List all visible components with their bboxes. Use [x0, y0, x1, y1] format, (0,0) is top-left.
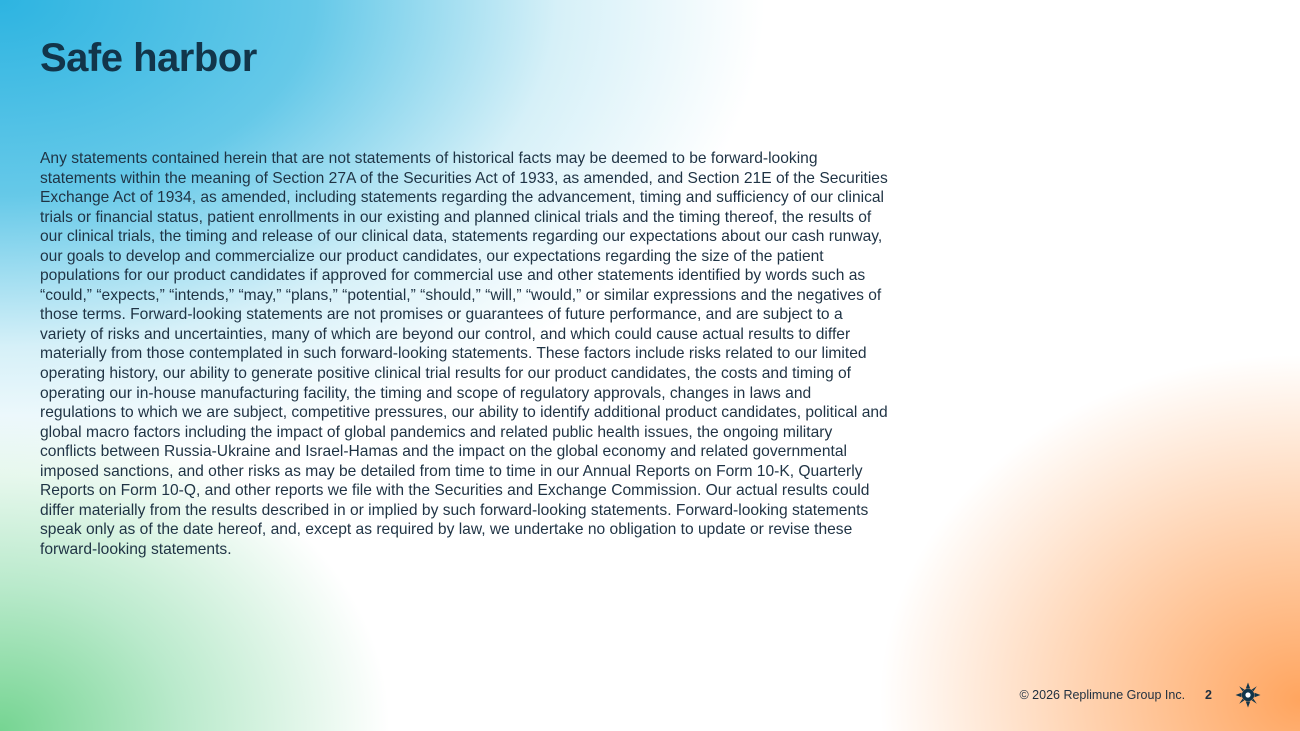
page-number: 2 [1205, 688, 1212, 702]
copyright-text: © 2026 Replimune Group Inc. [1019, 688, 1186, 702]
slide-title: Safe harbor [40, 36, 257, 80]
slide-footer [1019, 681, 1262, 709]
safe-harbor-body-text: Any statements contained herein that are not statements of historical facts may be deemed to be forward-looking statements within the meaning of Section 27A of the Securities Act of 1933, as amended, and Section 21E of the Securities Exchange Act of 1934, as amended, including statements regarding the advancement, timing and sufficiency of our clinical trials or financial status, patient enrollments in our existing and planned clinical trials and the timing thereof, the results of our clinical trials, the timing and release of our clinical data, statements regarding our expectations about our cash runway, our goals to develop and commercialize our product candidates, our expectations regarding the size of the patient populations for our product candidates if approved for commercial use and other statements identified by words such as “could,” “expects,” “intends,” “may,” “plans,” “potential,” “should,” “will,” “would,” or similar expressions and the negatives of those terms. Forward-looking statements are not promises or guarantees of future performance, and are subject to a variety of risks and uncertainties, many of which are beyond our control, and which could cause actual results to differ materially from those contemplated in such forward-looking statements. These factors include risks related to our limited operating history, our ability to generate positive clinical trial results for our product candidates, the costs and timing of operating our in-house manufacturing facility, the timing and scope of regulatory approvals, changes in laws and regulations to which we are subject, competitive pressures, our ability to identify additional product candidates, political and global macro factors including the impact of global pandemics and related public health issues, the ongoing military conflicts between Russia-Ukraine and Israel-Hamas and the impact on the global economy and related governmental imposed sanctions, and other risks as may be detailed from time to time in our Annual Reports on Form 10-K, Quarterly Reports on Form 10-Q, and other reports we file with the Securities and Exchange Commission. Our actual results could differ materially from the results described in or implied by such forward-looking statements. Forward-looking statements speak only as of the date hereof, and, except as required by law, we undertake no obligation to update or revise these forward-looking statements. [40, 150, 888, 558]
replimune-logo-icon [1234, 681, 1262, 709]
